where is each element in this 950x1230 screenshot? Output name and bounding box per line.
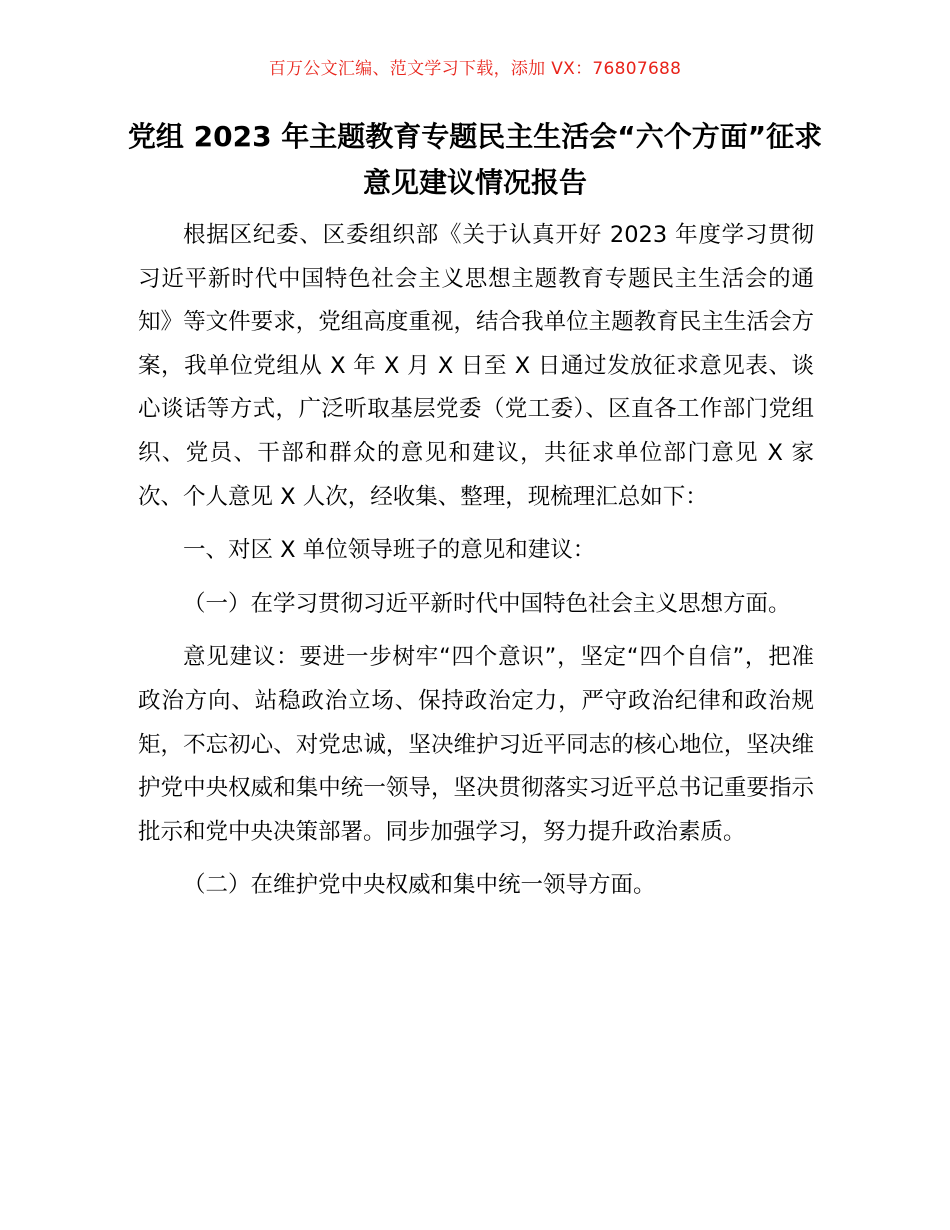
document-body — [138, 214, 814, 908]
paragraph-intro: 根据区纪委、区委组织部《关于认真开好 2023 年度学习贯彻习近平新时代中国特色社会主义思想主题教育专题民主生活会的通知》等文件要求，党组高度重视，结合我单位主题教育民主生活会方案，我单位党组从 X 年 X 月 X 日至 X 日通过发放征求意见表、谈心谈话等方式，广泛听取基层党委（党工委）、区直各工作部门党组织、党员、干部和群众的意见和建议，共征求单位部门意见 X 家次、个人意见 X 人次，经收集、整理，现梳理汇总如下： — [138, 222, 814, 510]
document-title: 党组 2023 年主题教育专题民主生活会“六个方面”征求意见建议情况报告 — [127, 120, 823, 199]
paragraph-suggestion-1: 意见建议：要进一步树牢“四个意识”，坚定“四个自信”，把准政治方向、站稳政治立场、保持政治定力，严守政治纪律和政治规矩，不忘初心、对党忠诚，坚决维护习近平同志的核心地位，坚决维护党中央权威和集中统一领导，坚决贯彻落实习近平总书记重要指示批示和党中央决策部署。同步加强学习，努力提升政治素质。 — [138, 644, 814, 845]
subsection-heading-2: （二）在维护党中央权威和集中统一领导方面。 — [183, 872, 656, 899]
watermark-header: 百万公文汇编、范文学习下载，添加 VX：76807688 — [268, 59, 682, 79]
subsection-heading-1: （一）在学习贯彻习近平新时代中国特色社会主义思想方面。 — [183, 590, 791, 617]
section-heading-1: 一、对区 X 单位领导班子的意见和建议： — [183, 537, 596, 564]
